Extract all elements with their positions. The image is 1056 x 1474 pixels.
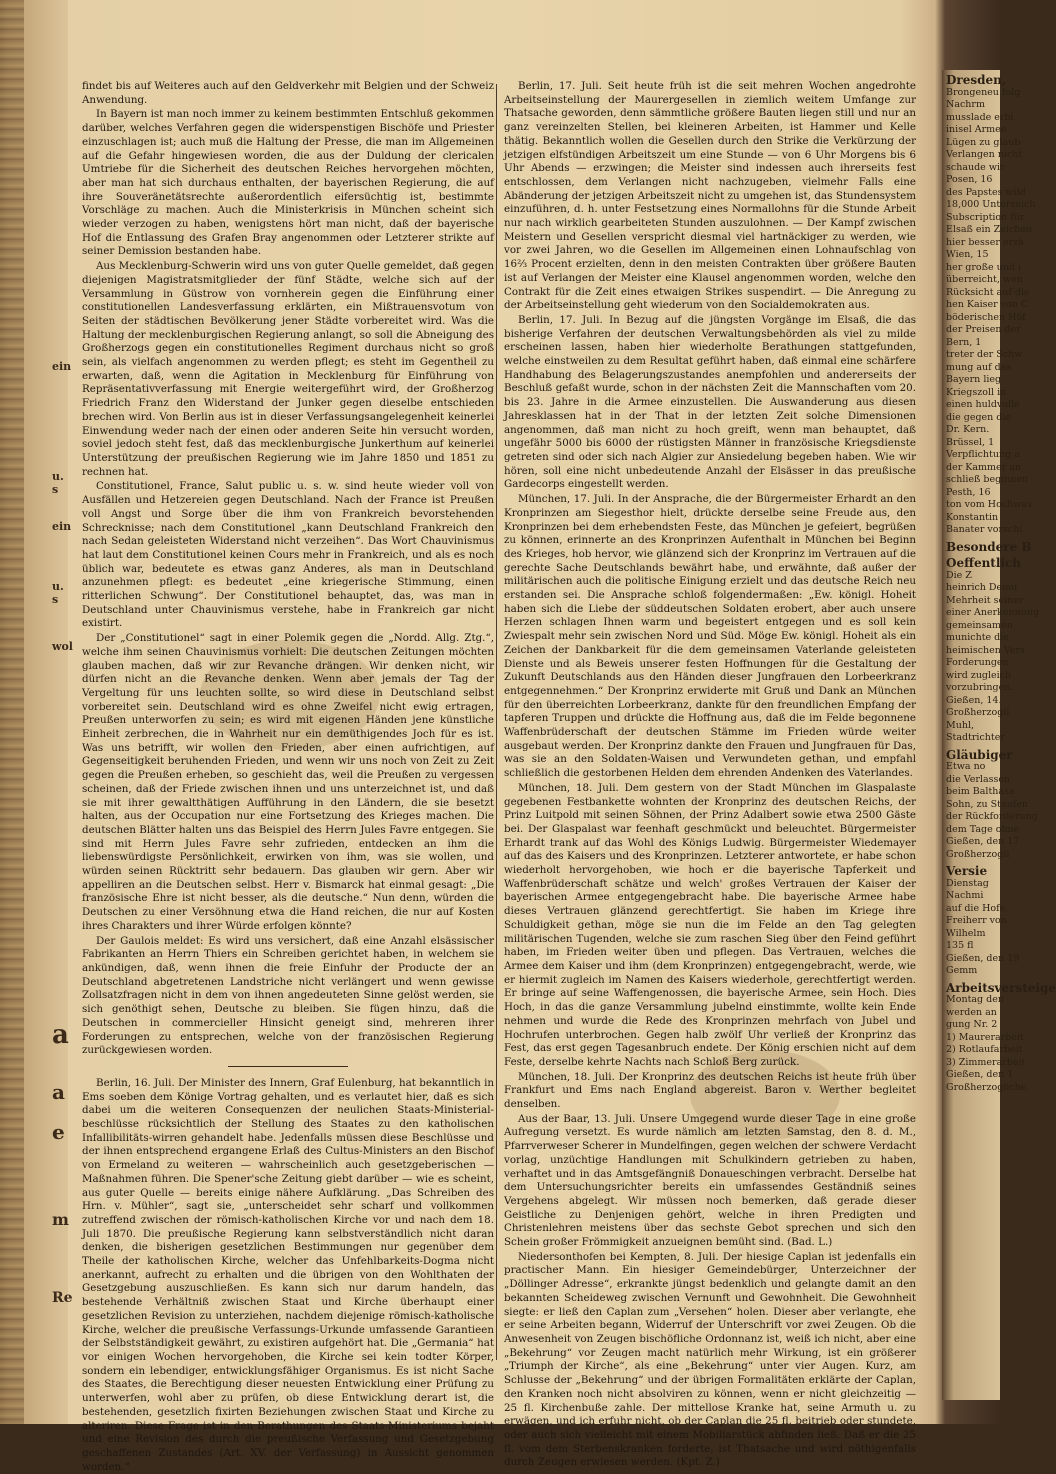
strip-fragment: inisel Armee [946,124,1007,135]
margin-fragment: u. s [52,580,64,606]
strip-fragment: werden an [946,1006,997,1018]
strip-fragment: Wilhelm [946,927,986,939]
strip-fragment: auf die Hofe [946,902,1006,914]
strip-fragment: der Preisen der [946,324,1021,335]
strip-fragment: Lügen zu glaub [946,136,1021,148]
strip-fragment: überreicht, wen [946,274,1023,285]
strip-fragment: hier besser erzä [946,236,1024,248]
strip-fragment: einer Anerkennung [946,607,1040,618]
strip-fragment: munichte die [946,632,1009,643]
strip-fragment: schaude wir [946,161,1005,173]
strip-fragment: Rücksicht auf die [946,286,1030,298]
strip-fragment: vorzubringen. [946,682,1014,693]
margin-fragment: Re [52,1290,73,1306]
strip-fragment: Gemm [946,965,978,976]
left-column [82,80,494,1473]
article-paragraph: In Bayern ist man noch immer zu keinem bestimmten Entschluß gekommen darüber, welches Verfahren gegen die widerspenstigen Bischöfe und Priester einzuschlagen ist; auch muß die Haltung der Presse, die man im Allgemeinen auf die Gefahr hingewiesen worden, die aus der Duldung der clericalen Umtriebe für die Sicherheit des deutschen Reiches hervorgehen möchten, aber man hat sich durchaus enthalten, der bayerischen Regierung, die auf ihre Souveränetätsrechte außerordentlich eifersüchtig ist, bestimmte Vorschläge zu machen. Auch die Ministerkrisis in München scheint sich wieder verzogen zu haben, wenigstens hört man nicht, daß der bayerische Hof die Entlassung des Grafen Bray angenommen oder Letzterer strikte auf seiner Demission bestanden habe. [82,108,494,258]
strip-fragment: Großherzogli [946,707,1010,718]
strip-fragment: Stadtrichter [946,732,1005,743]
strip-fragment: mung auf das [946,361,1012,373]
strip-fragment: 135 fl [946,940,974,951]
strip-fragment: Posen, 16 [946,174,993,185]
article-paragraph: München, 17. Juli. In der Ansprache, die der Bürgermeister Erhardt an den Kronprinzen am Siegesthor hielt, drückte derselbe seine Freude aus, den Kronprinzen bei dem erhebendsten Feste, das München je gefeiert, begrüßen zu können, erinnerte an des Kronprinzen Aufenthalt in München bei Beginn des Krieges, hob hervor, wie glänzend sich der Kronprinz im Vertrauen auf die gerechte Sache Deutschlands bewährt habe, und erwähnte, daß außer der militärischen auch die politische Einigung erzielt und das deutsche Reich neu erstanden sei. Die Ansprache schloß folgendermaßen: „Ew. königl. Hoheit haben sich die Liebe der süddeutschen Soldaten erobert, aber auch unsere Herzen schlagen Ihnen warm und begeistert entgegen und es soll kein Zwiespalt mehr sein zwischen Nord und Süd. Möge Ew. königl. Hoheit als ein Zeichen der Dankbarkeit für die dem gemeinsamen Vaterlande geleisteten Dienste und als Beweis unserer festen Hoffnungen für die Gestaltung der Zukunft Deutschlands aus den Händen dieser Jungfrauen den Lorbeerkranz entgegennehmen.“ Der Kronprinz erwiderte mit Gruß und Dank an München für den überreichten Lorbeerkranz, dankte für den freundlichen Empfang der tapferen Truppen und drückte die Hoffnung aus, daß die im Felde begonnene Waffenbrüderschaft der deutschen Stämme im Frieden würde weiter ausgebaut werden. Der Kronprinz dankte den Frauen und Jungfrauen für Das, was sie an den Soldaten-Waisen und Verwundeten gethan, und empfahl schließlich die gestorbenen Helden dem ehrenden Andenken des Vaterlandes. [504,493,916,780]
strip-fragment: Die Z [946,569,972,581]
strip-fragment: heinrich Demu [946,582,1018,593]
strip-fragment: Großherzogliche [946,1081,1027,1093]
strip-fragment: Besondere B [946,539,1032,554]
column-rule [496,84,497,1360]
article-paragraph: Constitutionel, France, Salut public u. s. w. sind heute wieder voll von Ausfällen und Hetzereien gegen Deutschland. Nach der France ist Preußen voll Angst und Sorge über die ihm von Frankreich bevorstehenden Schrecknisse; nach dem Constitutionel „kann Deutschland Frankreich den nach Sedan geleisteten Widerstand nicht verzeihen“. Das Wort Chauvinismus hat laut dem Constitutionel keinen Cours mehr in Frankreich, und als es noch üblich war, bedeutete es etwas ganz Anderes, als man in Deutschland anzunehmen pflegt: es bedeutet „eine kriegerische Stimmung, einen ritterlichen Schwung“. Der Constitutionel behauptet, das, was man in Deutschland unter Chauvinismus verstehe, habe in Frankreich gar nicht existirt. [82,480,494,630]
strip-fragment: Sohn, zu Staufen [946,798,1029,810]
next-page-strip [942,70,1056,1400]
margin-fragment: e [52,1120,65,1144]
article-paragraph: findet bis auf Weiteres auch auf den Geldverkehr mit Belgien und der Schweiz Anwendung. [82,80,494,106]
margin-fragment: m [52,1210,69,1229]
strip-fragment: 3) Zimmerarbeit [946,1056,1026,1068]
margin-fragment: a [52,1020,69,1050]
strip-fragment: einen huldvolle [946,399,1020,410]
strip-fragment: 2) Rotlaufarbeit [946,1044,1023,1055]
strip-fragment: musslade erbi [946,111,1014,123]
strip-fragment: die gegen die [946,411,1012,423]
strip-fragment: heimischen Vers [946,644,1025,656]
strip-fragment: Gläubiger [946,747,1013,762]
previous-page-edge [24,0,73,1424]
strip-fragment: beim Balthasa [946,786,1015,797]
strip-fragment: ton vom Hochwas [946,499,1032,510]
strip-fragment: Versie [946,864,988,878]
margin-fragment: ein [52,360,72,373]
book-spine [0,0,24,1424]
strip-fragment: Brongeneu folg [946,86,1021,98]
strip-fragment: Dienstag [946,877,989,889]
strip-fragment: Nachrm [946,99,985,110]
strip-fragment: Großherzogli [946,848,1010,860]
strip-fragment: die Verlassen [946,773,1011,785]
strip-fragment: der Kammer an [946,461,1022,473]
strip-fragment: her große und i [946,261,1022,273]
strip-fragment: hen Kaiser von C [946,299,1029,310]
strip-fragment: Gießen, den 1 [946,1069,1014,1080]
strip-fragment: Konstantin [946,511,999,523]
strip-fragment: Pesth, 16 [946,486,991,498]
article-paragraph: Der „Constitutionel“ sagt in einer Polemik gegen die „Nordd. Allg. Ztg.“, welche ihm seinen Chauvinismus vorhielt: Die deutschen Zeitungen möchten glauben machen, daß wir zur Revanche drängen. Wir denken nicht, wir dürfen nicht an die Revanche denken. Wenn aber jemals der Tag der Vergeltung für uns leuchten sollte, so wird diese in Deutschland selbst vorbereitet sein. Deutschland wird es ohne Zweifel nicht ewig ertragen, Preußen unterworfen zu sein; es wird mit eigenen Händen jene künstliche Einheit zerbrechen, die in Wahrheit nur ein demüthigendes Joch für es ist. Was uns betrifft, wir wollen den Frieden, aber einen aufrichtigen, auf Gegenseitigkeit beruhenden Frieden, und wenn wir uns noch von Zeit zu Zeit gegen die Preußen erheben, so geschieht das, weil die Preußen zu vergessen scheinen, daß der Friede zwischen ihnen und uns unterzeichnet ist, und daß sie mit ihrer gewaltthätigen Aufführung in den Ländern, die sie besetzt halten, aus der Occupation nur eine Fortsetzung des Krieges machen. Die deutschen Blätter halten uns das Beispiel des Herrn Jules Favre entgegen. Sie sind mit Herrn Jules Favre sehr zufrieden, entdecken an ihm die liebenswürdigste Persönlichkeit, erwirken von ihm, was sie wollen, und würden seinen Rücktritt sehr bedauern. Das glauben wir gern. Aber wir appelliren an die Deutschen selbst. Herr v. Bismarck hat einmal gesagt: „Die französische Ehre ist nicht besser, als die deutsche.“ Nun denn, würden die Deutschen zu einer Versöhnung etwa die Hand reichen, die nur auf Kosten ihres Charakters und ihrer Würde erfolgen könnte? [82,632,494,932]
margin-fragment: u. s [52,470,64,496]
strip-fragment: gung Nr. 2 [946,1019,998,1030]
strip-fragment: Freiherr von [946,915,1007,926]
strip-fragment: wird zugleich [946,669,1012,681]
newspaper-page [70,80,938,1473]
section-divider [228,1066,348,1067]
strip-fragment: schließ beginnen [946,474,1029,485]
strip-fragment: Wien, 15 [946,249,989,260]
strip-fragment: Gießen, 14. [946,694,1002,706]
strip-fragment: 1) Maurerarbeit [946,1031,1024,1043]
article-paragraph: Der Gaulois meldet: Es wird uns versichert, daß eine Anzahl elsässischer Fabrikanten an Herrn Thiers ein Schreiben gerichtet haben, in welchem sie ankündigen, daß, wenn ihnen die freie Einfuhr der Producte der an Deutschland abgetretenen Landstriche nicht verlängert und wenn gewisse Zollsatzfragen nicht in dem von ihnen angedeuteten Sinne gelöst werden, sie sich genöthigt sehen, Deutsche zu bleiben. Sie fügen hinzu, daß die Deutschen in commercieller Hinsicht geneigt sind, mehreren ihrer Forderungen zu entsprechen, welche von der französischen Regierung zurückgewiesen worden. [82,934,494,1057]
strip-fragment: Bern, 1 [946,336,982,348]
strip-fragment: Bayern lieg [946,374,1002,385]
strip-fragment: Subscription für [946,211,1025,223]
strip-fragment: Nachmi [946,890,984,901]
strip-fragment: Verlangen nicht [946,149,1023,160]
article-paragraph: Aus Mecklenburg-Schwerin wird uns von guter Quelle gemeldet, daß gegen diejenigen Magistratsmitglieder der fünf Städte, welche sich auf der Versammlung in Güstrow von vornherein gegen die Einführung einer constitutionellen Landesverfassung erklärten, ein Mißtrauensvotum von Seiten der städtischen Bevölkerung jener Städte vorbereitet wird. Was die Haltung der mecklenburgischen Regierung anlangt, so soll die Abneigung des Großherzogs gegen ein constitutionelles Regiment durchaus nicht so groß sein, als vielfach angenommen zu werden pflegt; es steht im Gegentheil zu erwarten, daß, wenn die Agitation in Mecklenburg für Einführung von Repräsentativverfassung mit Energie weitergeführt wird, der Großherzog Friedrich Franz den Widerstand der Junker gegen dieselbe entschieden brechen wird. Von Berlin aus ist in dieser Verfassungsangelegenheit keinerlei Einwendung weder nach der einen oder anderen Seite hin versucht worden, soviel jedoch steht fest, daß das mecklenburgische Junkerthum auf keinerlei Unterstützung der preußischen Regierung wie im Jahre 1850 und 1851 zu rechnen hat. [82,260,494,478]
strip-fragment: Etwa no [946,761,986,772]
strip-fragment: Brüssel, 1 [946,436,995,448]
strip-fragment: Banater vorschi [946,524,1023,535]
strip-fragment: Oeffentlich [946,556,1021,570]
margin-fragment: wol [52,640,73,653]
strip-fragment: des Papstes wild [946,186,1026,198]
article-paragraph: Berlin, 17. Juli. In Bezug auf die jüngsten Vorgänge im Elsaß, die das bisherige Verfahren der deutschen Verwaltungsbehörden als viel zu milde erscheinen lassen, haben hier wiederholte Berathungen stattgefunden, welche einstweilen zu dem Resultat geführt haben, daß einmal eine schärfere Handhabung des Belagerungszustandes anempfohlen und andererseits der Beschluß gefaßt wurde, schon in der nächsten Zeit die Mannschaften vom 20. bis 23. Jahre in die Armee einzustellen. Die Auswanderung aus diesen Jahresklassen hat in der That in der letzten Zeit solche Dimensionen angenommen, daß man nicht zu hoch greift, wenn man behauptet, daß ungefähr 5000 bis 6000 der rüstigsten Männer in französische Kriegsdienste getreten sind oder sich nach Algier zur Ansiedelung begeben haben. Wie wir hören, soll eine nicht unbedeutende Anzahl der Elsässer in das preußische Gardecorps eingestellt werden. [504,313,916,491]
strip-fragment: treter der Schw [946,349,1023,360]
margin-fragment: ein [52,520,72,533]
strip-fragment: Muhl, [946,719,975,731]
strip-fragment: der Rückforderung [946,811,1038,822]
article-paragraph: München, 18. Juli. Dem gestern von der Stadt München im Glaspalaste gegebenen Festbankette wohnten der Kronprinz des deutschen Reichs, der Prinz Luitpold mit seinen Söhnen, der Prinz Adalbert sowie etwa 2500 Gäste bei. Der Glaspalast war feenhaft geschmückt und beleuchtet. Bürgermeister Erhardt trank auf das Wohl des Königs Ludwig. Bürgermeister Wiedemayer auf das des Kaisers und des Kronprinzen. Letzterer antwortete, er habe schon wiederholt hervorgehoben, wie hoch er die bayerische Tapferkeit und Waffenbrüderschaft schätze und welch' großes Vertrauen der Kaiser der bayerischen Armee entgegengebracht habe. Die bayerische Armee habe dieses Vertrauen glänzend gerechtfertigt. Sie haben im Kriege ihre Schuldigkeit gethan, möge sie nun die im Felde an den Tag gelegten militärischen Tugenden, welche sie zum raschen Sieg über den Feind geführt haben, im Frieden weiter üben und pflegen. Das Vertrauen, welches die Armee dem Kaiser und ihm (dem Kronprinzen) entgegengebracht, werde, wie er hiermit zugleich im Namen des Kaisers wiederhole, gerechtfertigt werden. Er bringe auf seine Waffengenossen, die bayerische Armee, sein Hoch. Dies Hoch, in das die ganze Versammlung jubelnd einstimmte, wollte kein Ende nehmen und wurde die Rede des Kronprinzen mehrfach von Jubel und Hochrufen unterbrochen. Gegen halb zwölf Uhr verließ der Kronprinz das Fest, das erst gegen Tagesanbruch endete. Der König erschien nicht auf dem Feste, derselbe kehrte Nachts nach Schloß Berg zurück. [504,781,916,1068]
strip-fragment: Mehrheit seiner [946,594,1024,606]
strip-fragment: böderischen Höf [946,311,1026,323]
strip-fragment: Elsaß ein Zeichen [946,224,1033,235]
strip-fragment: Forderungen [946,657,1009,668]
article-paragraph: Berlin, 16. Juli. Der Minister des Innern, Graf Eulenburg, hat bekanntlich in Ems soeben dem Könige Vortrag gehalten, und es verlautet hier, daß es sich dabei um die weiteren Consequenzen der neulichen Staats-Ministerial-beschlüsse rücksichtlich der Stellung des Staates zu den katholischen Infallibilitäts-wirren gehandelt habe. Jedenfalls müssen diese Beschlüsse und der ihnen entsprechend ergangene Erlaß des Cultus-Ministers an den Bischof von Ermeland zu weiteren — wahrscheinlich auch gesetzgeberischen — Maßnahmen führen. Die Spener'sche Zeitung giebt darüber — wie es scheint, aus guter Quelle — bereits einige nähere Aufklärung. „Das Schreiben des Hrn. v. Mühler“, sagt sie, „unterscheidet sehr scharf und vollkommen zutreffend zwischen der römisch-katholischen Kirche vor und nach dem 18. Juli 1870. Die preußische Regierung kann selbstverständlich nicht daran denken, die bisherigen gesetzlichen Bestimmungen nur gegenüber dem Theile der katholischen Kirche, welcher das Unfehlbarkeits-Dogma nicht anerkannt, aufrecht zu erhalten und die übrigen von den Wohlthaten der Gesetzgebung auszuschließen. Es kann sich nur darum handeln, das bestehende Verhältniß zwischen Staat und Kirche überhaupt einer gesetzlichen Revision zu unterziehen, nachdem diejenige römisch-katholische Kirche, welcher die preußische Verfassungs-Urkunde umfassende Garantieen der Selbstständigkeit gewährt, zu existiren aufgehört hat. Die „Germania“ hat vor einigen Wochen hervorgehoben, die Kirche sei kein todter Körper, sondern ein lebendiger, entwicklungsfähiger Organismus. Es ist nicht Sache des Staates, die Berechtigung dieser neuesten Entwicklung einer Prüfung zu unterwerfen, wohl aber zu prüfen, ob diese Entwicklung derart ist, die bestehenden, gesetzlich fixirten Beziehungen zwischen Staat und Kirche zu alteriren. Diese Frage ist in den Berathungen des Staats-Ministeriums bejaht und eine Revision des durch die preußische Verfassung und Gesetzgebung geschaffenen Zustandes (Art. XV. der Verfassung) in Aussicht genommen worden.“ [82,1076,494,1473]
margin-fragment: a [52,1080,65,1104]
strip-fragment: Gießen, den 17 [946,836,1020,847]
strip-fragment: Kriegszoll in [946,386,1007,398]
strip-fragment: 18,000 Unterzeich [946,199,1036,210]
article-paragraph: Aus der Baar, 13. Juli. Unsere Umgegend wurde dieser Tage in eine große Aufregung versetzt. Es wurde nämlich am letzten Samstag, den 8. d. M., Pfarrverweser Scherer in Mundelfingen, gegen welchen der schwere Verdacht vorlag, unzüchtige Handlungen mit Schulkindern getrieben zu haben, verhaftet und in das Amtsgefängniß Donaueschingen verbracht. Derselbe hat dem Untersuchungsrichter bereits ein umfassendes Geständniß seines Vergehens abgelegt. Wir müssen noch bemerken, daß gerade dieser Geistliche zu Denjenigen gehört, welche in ihren Predigten und Christenlehren meistens über das sechste Gebot sprechen und sich den Schein großer Frömmigkeit anzueignen bemüht sind. (Bad. L.) [504,1112,916,1249]
strip-fragment: Arbeitsversteige [946,980,1056,995]
strip-fragment: Gießen, den 19 [946,952,1020,964]
strip-fragment: gemeinsamen [946,619,1013,631]
right-column [504,80,916,1469]
article-paragraph: München, 18. Juli. Der Kronprinz des deutschen Reichs ist heute früh über Frankfurt und Ems nach England abgereist. Baron v. Werther begleitet denselben. [504,1070,916,1111]
article-paragraph: Niedersonthofen bei Kempten, 8. Juli. Der hiesige Caplan ist jedenfalls ein practischer Mann. Ein hiesiger Gemeindebürger, Unterzeichner der „Döllinger Adresse“, erkrankte jüngst bedenklich und gelangte damit an den bekannten Scheideweg zwischen Vernunft und Gewohnheit. Die Gewohnheit siegte: er ließ den Caplan zum „Versehen“ holen. Dieser aber verlangte, ehe er seine Arbeiten begann, Widerruf der Unterschrift vor zwei Zeugen. Ob die Anwesenheit von Zeugen bischöfliche Ordonnanz ist, weiß ich nicht, aber eine „Bekehrung“ vor Zeugen macht natürlich mehr Wirkung, ist ein größerer „Triumph der Kirche“, als eine „Bekehrung“ unter vier Augen. Kurz, am Schlusse der „Bekehrung“ und der übrigen Formalitäten erklärte der Caplan, den Kranken noch nicht absolviren zu können, wenn er nicht gleichzeitig — 25 fl. Kirchenbuße zahle. Der mittellose Kranke hat, seine Armuth u. zu erwägen, und ich erfuhr nicht, ob der Caplan die 25 fl. beitrieb oder stundete, oder auch sich vielleicht mit einem Mobiliarstück abfinden ließ. Daß er die 25 fl. vom dem Sterbenskranken forderte, ist Thatsache und wird nöthigenfalls durch Zeugen erwiesen werden. (Kpt. Z.) [504,1250,916,1469]
strip-fragment: dem Tage ohne [946,823,1020,835]
strip-fragment: Dr. Kern. [946,424,990,435]
strip-fragment: Montag den [946,994,1004,1005]
strip-fragment: Dresden, [946,73,1007,87]
strip-fragment: Verpflichtung a [946,449,1020,460]
article-paragraph: Berlin, 17. Juli. Seit heute früh ist die seit mehren Wochen angedrohte Arbeitseinstellung der Maurergesellen in ziemlich weitem Umfange zur Thatsache geworden, denn sämmtliche größere Bauten liegen still und nur an ganz vereinzelten Stellen, bei kleineren Arbeiten, ist Hammer und Kelle thätig. Bekanntlich wollen die Gesellen durch den Strike die Verkürzung der jetzigen elfstündigen Arbeitszeit um eine Stunde — von 6 Uhr Morgens bis 6 Uhr Abends — erzwingen; die Meister sind indessen auch ihrerseits fest entschlossen, dem Verlangen nicht nachzugeben, vielmehr Falls eine Abänderung der jetzigen Arbeitszeit nicht zu umgehen ist, das Stundensystem einzuführen, d. h. unter Festsetzung eines Normallohns für die Stunde Arbeit nur nach wirklich gearbeiteten Stunden auszulohnen. — Der Kampf zwischen Meistern und Gesellen verspricht diesmal viel hartnäckiger zu werden, wie vor zwei Jahren, wo die Gesellen im Allgemeinen einen Lohnaufschlag von 16⅔ Procent erzielten, denn in den meisten Contrakten über größere Bauten ist auf Verlangen der Meister eine Klausel angenommen worden, welche den Contrakt für die Zeit eines etwaigen Strikes suspendirt. — Die Anregung zu der Arbeitseinstellung geht wiederum von den Socialdemokraten aus. [504,80,916,312]
